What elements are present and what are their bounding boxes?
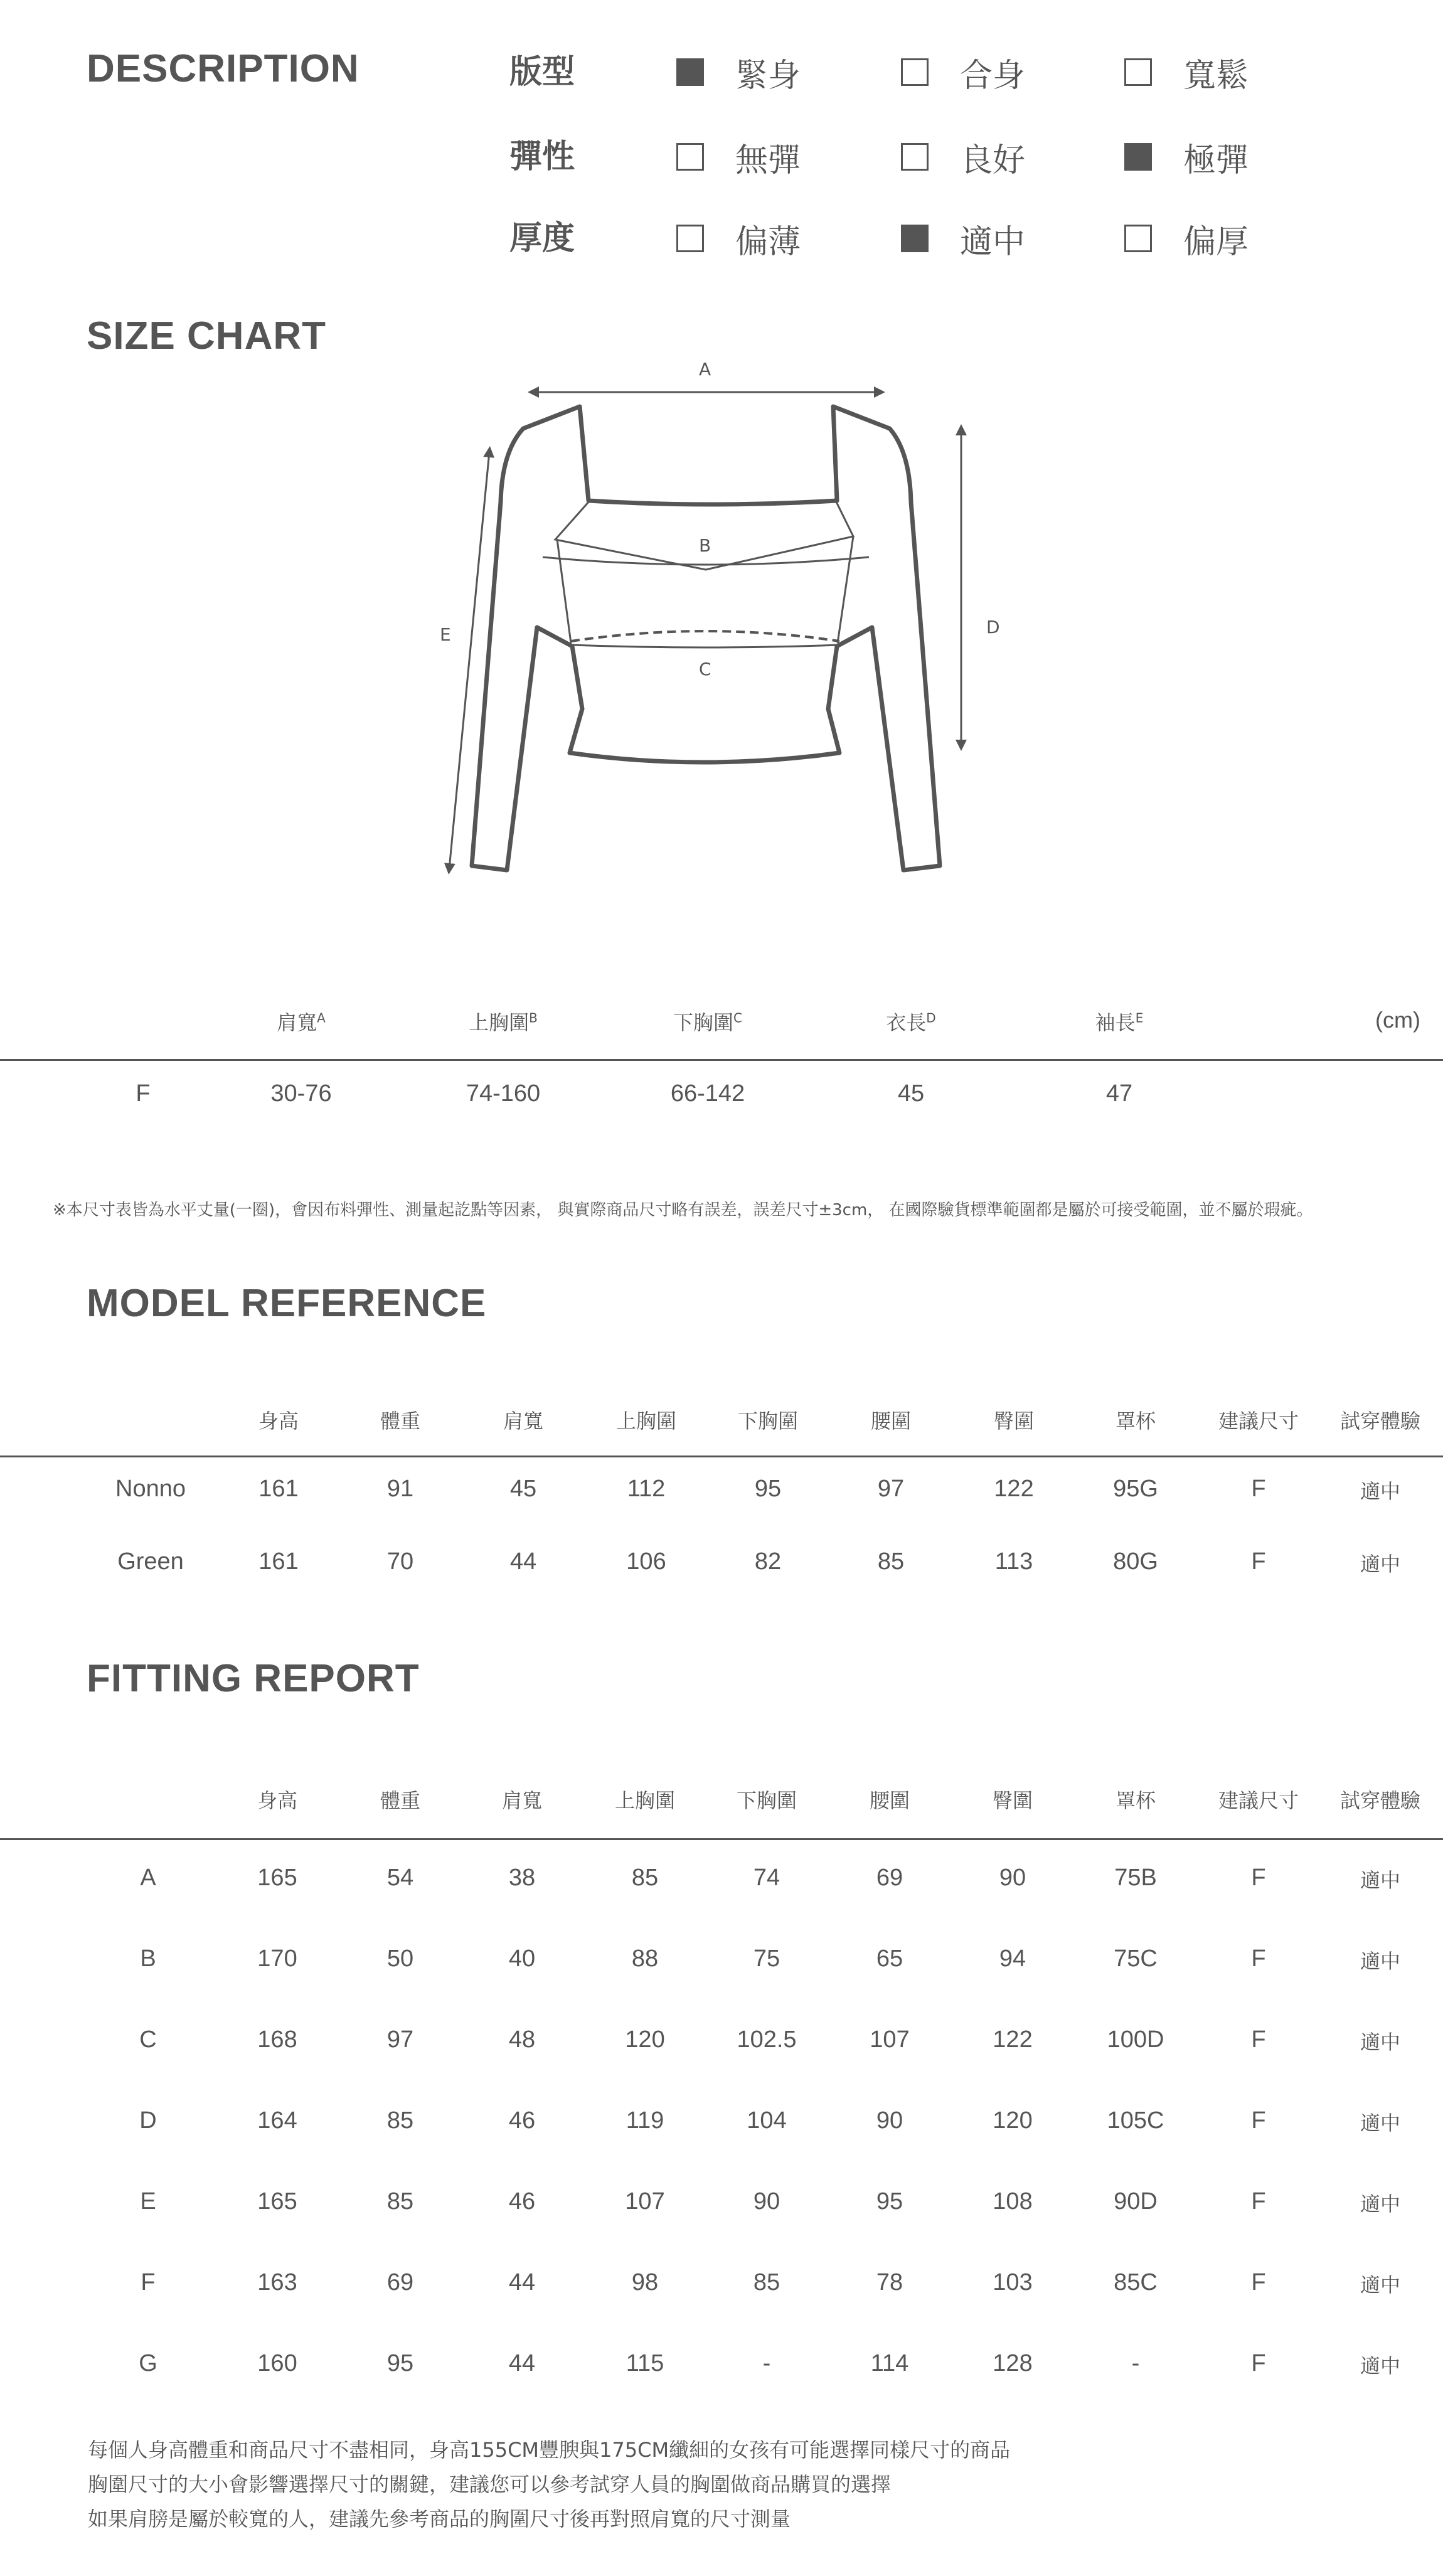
fitting-row [0,2269,1443,2301]
header-fit-experience: 試穿體驗 [1339,1409,1421,1433]
cell-value: 90 [999,1865,1026,1891]
cell-value: 44 [508,2350,536,2376]
measure-b-line [543,557,869,565]
tester-name: F [141,2269,156,2296]
header-length: 衣長$^D$ [886,1010,936,1035]
cell-value: 107 [625,2188,665,2215]
cell-value: 80G [1113,1548,1158,1575]
header-weight: 體重 [380,1789,421,1812]
left-side-seam [557,540,571,643]
cell-value: 165 [257,2188,297,2215]
cell-value: - [762,2350,771,2376]
footer-line-1: 每個人身高體重和商品尺寸不盡相同，身高155CM豐腴與175CM纖細的女孩有可能選擇同樣尺寸的商品 [88,2438,1011,2462]
header-height: 身高 [257,1789,298,1812]
size-name: F [136,1080,151,1107]
cell-value: 88 [631,1945,659,1972]
cell-value: 適中 [1360,1479,1401,1503]
option-label: 偏薄 [735,223,801,261]
label-e: E [440,624,451,645]
cell-value: 97 [877,1476,905,1502]
header-cup: 罩杯 [1115,1409,1156,1433]
cell-value: 90 [876,2107,903,2134]
model-table-header [0,1405,1443,1437]
cell-value: 54 [386,1865,414,1891]
cell-value: 108 [993,2188,1033,2215]
cell-value: 163 [257,2269,297,2296]
tester-name: C [139,2026,157,2053]
unit-label: (cm) [1375,1007,1420,1033]
cell-value: 90 [753,2188,780,2215]
footer-line-2: 胸圍尺寸的大小會影響選擇尺寸的關鍵，建議您可以參考試穿人員的胸圍做商品購買的選擇 [88,2472,892,2496]
option-label: 寬鬆 [1183,56,1249,95]
cell-value: 107 [870,2026,910,2053]
option-label: 偏厚 [1183,223,1249,261]
desc-label: 版型 [509,53,575,91]
header-hip: 臀圍 [993,1409,1035,1433]
header-suggested-size: 建議尺寸 [1218,1789,1299,1812]
model-table-rule [0,1456,1443,1457]
fitting-table-rule [0,1838,1443,1840]
cell-value: 106 [626,1548,666,1575]
cell-value: 119 [626,2107,664,2134]
option-label: 合身 [960,56,1026,95]
option-label: 良好 [960,141,1026,179]
cell-value: 78 [876,2269,903,2296]
cell-value: 122 [994,1476,1034,1502]
cell-value: 85C [1114,2269,1158,2296]
size-note: ※本尺寸表皆為水平丈量(一圈)，會因布料彈性、測量起訖點等因素， 與實際商品尺寸略有誤差，誤差尺寸±3cm， 在國際驗貨標準範圍都是屬於可接受範圍，並不屬於瑕疵。 [53,1201,1313,1220]
measure-c-line [571,645,839,647]
header-shoulder: 肩寬 [501,1789,543,1812]
size-table-header [0,1007,1443,1038]
size-value: 30-76 [270,1080,332,1107]
size-value: 47 [1105,1080,1133,1107]
cell-value: 69 [386,2269,414,2296]
cell-value: 85 [386,2188,414,2215]
header-shoulder: 肩寬 [503,1409,544,1433]
fitting-row [0,1945,1443,1977]
measure-e-arrow [449,452,489,869]
cell-value: 161 [258,1548,299,1575]
header-hip: 臀圍 [992,1789,1033,1812]
cell-value: 65 [876,1945,903,1972]
cell-value: F [1251,1945,1266,1972]
header-upper-bust: 上胸圍 [614,1789,676,1812]
cell-value: F [1251,2350,1266,2376]
cell-value: 適中 [1360,2273,1401,2297]
cell-value: 適中 [1360,2111,1401,2135]
cell-value: 100D [1107,2026,1164,2053]
description-title: DESCRIPTION [87,47,359,90]
measure-c-dashed [571,631,839,641]
cell-value: 165 [257,1865,297,1891]
cell-value: 103 [993,2269,1033,2296]
size-chart-title: SIZE CHART [87,314,326,358]
model-row-green [0,1548,1443,1580]
fitting-row [0,1865,1443,1896]
option-label: 無彈 [735,141,801,179]
header-suggested-size: 建議尺寸 [1218,1409,1299,1433]
cell-value: 46 [508,2107,536,2134]
header-under-bust: 下胸圍 [736,1789,797,1812]
cell-value: 75B [1114,1865,1157,1891]
header-height: 身高 [258,1409,299,1433]
header-waist: 腰圍 [870,1409,912,1433]
option-label: 緊身 [735,56,801,95]
cell-value: 168 [257,2026,297,2053]
header-cup: 罩杯 [1115,1789,1156,1812]
cell-value: 98 [631,2269,659,2296]
cell-value: 75C [1114,1945,1158,1972]
header-weight: 體重 [380,1409,421,1433]
garment-diagram [0,0,1443,916]
cell-value: 161 [258,1476,299,1502]
cell-value: 113 [994,1548,1033,1575]
cell-value: 50 [386,1945,414,1972]
cell-value: 95 [876,2188,903,2215]
cell-value: - [1131,2350,1140,2376]
header-upper-bust: 上胸圍$^B$ [469,1010,538,1035]
model-reference-title: MODEL REFERENCE [87,1282,487,1325]
model-row-nonno [0,1476,1443,1507]
cell-value: 適中 [1360,2030,1401,2054]
cell-value: 38 [508,1865,536,1891]
cell-value: 40 [508,1945,536,1972]
header-waist: 腰圍 [869,1789,910,1812]
desc-label: 厚度 [509,220,575,257]
cell-value: 46 [508,2188,536,2215]
cell-value: 105C [1107,2107,1164,2134]
header-upper-bust: 上胸圍 [615,1409,677,1433]
fitting-row [0,2350,1443,2382]
cell-value: 85 [877,1548,905,1575]
cell-value: 85 [386,2107,414,2134]
cell-value: 120 [993,2107,1033,2134]
cell-value: F [1251,2026,1266,2053]
tester-name: B [140,1945,156,1972]
cell-value: 44 [509,1548,537,1575]
cell-value: F [1251,2188,1266,2215]
cell-value: 82 [754,1548,782,1575]
cell-value: 94 [999,1945,1026,1972]
size-value: 74-160 [466,1080,541,1107]
cell-value: 85 [753,2269,780,2296]
cell-value: 74 [753,1865,780,1891]
cell-value: 91 [386,1476,414,1502]
cell-value: F [1251,1476,1266,1502]
label-b: B [699,535,711,556]
cell-value: 70 [386,1548,414,1575]
cell-value: 104 [747,2107,787,2134]
model-name: Nonno [115,1476,186,1502]
cell-value: F [1251,2269,1266,2296]
label-a: A [699,359,711,380]
header-sleeve: 袖長$^E$ [1095,1010,1144,1035]
cell-value: F [1251,2107,1266,2134]
cell-value: 適中 [1360,2354,1401,2378]
size-value: 66-142 [670,1080,745,1107]
tester-name: A [140,1865,156,1891]
cell-value: 122 [993,2026,1033,2053]
cell-value: 170 [257,1945,297,1972]
fitting-row [0,2107,1443,2139]
cell-value: 適中 [1360,1868,1401,1892]
cell-value: 48 [508,2026,536,2053]
right-side-seam [838,536,853,643]
cell-value: 44 [508,2269,536,2296]
size-table-rule [0,1059,1443,1061]
cell-value: 85 [631,1865,659,1891]
cell-value: 97 [386,2026,414,2053]
label-c: C [699,659,711,679]
tester-name: E [140,2188,156,2215]
option-label: 適中 [960,223,1026,261]
cell-value: 112 [627,1476,666,1502]
cell-value: 45 [509,1476,537,1502]
cell-value: 適中 [1360,2192,1401,2216]
desc-label: 彈性 [509,138,575,176]
fitting-table-header [0,1785,1443,1816]
fitting-row [0,2188,1443,2220]
garment-outline [472,407,940,870]
header-under-bust: 下胸圍 [737,1409,799,1433]
cell-value: 95 [386,2350,414,2376]
cell-value: 適中 [1360,1949,1401,1973]
cell-value: 115 [626,2350,664,2376]
footer-line-3: 如果肩膀是屬於較寬的人，建議先參考商品的胸圍尺寸後再對照肩寬的尺寸測量 [88,2507,791,2531]
size-value: 45 [897,1080,925,1107]
cell-value: 160 [257,2350,297,2376]
cell-value: 164 [257,2107,297,2134]
cell-value: 102.5 [737,2026,797,2053]
model-name: Green [117,1548,184,1575]
tester-name: D [139,2107,157,2134]
fitting-report-title: FITTING REPORT [87,1657,420,1700]
cell-value: F [1251,1865,1266,1891]
cell-value: 69 [876,1865,903,1891]
header-under-bust: 下胸圍$^C$ [673,1010,742,1035]
header-fit-experience: 試穿體驗 [1339,1789,1421,1812]
fitting-row [0,2026,1443,2058]
label-d: D [986,617,1000,637]
size-table-row [0,1080,1443,1112]
header-shoulder: 肩寬$^A$ [277,1010,326,1035]
cell-value: 75 [753,1945,780,1972]
cell-value: 114 [870,2350,909,2376]
option-label: 極彈 [1183,141,1249,179]
cell-value: 95 [754,1476,782,1502]
cell-value: 128 [993,2350,1033,2376]
cell-value: 95G [1113,1476,1158,1502]
cell-value: F [1251,1548,1266,1575]
tester-name: G [139,2350,157,2376]
cell-value: 120 [625,2026,665,2053]
cell-value: 90D [1114,2188,1158,2215]
cell-value: 適中 [1360,1552,1401,1576]
